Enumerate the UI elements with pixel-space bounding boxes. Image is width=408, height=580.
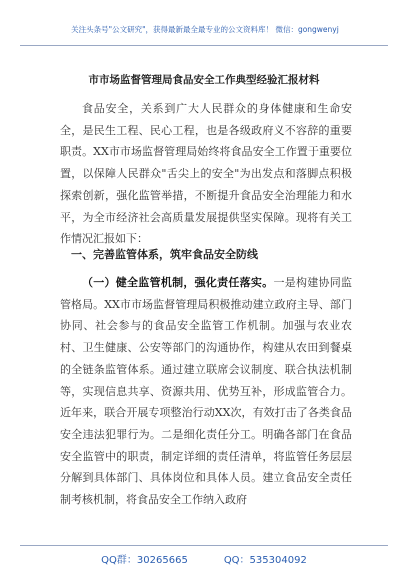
subsection-body: 一是构建协同监管格局。XX市市场监督管理局积极推动建立政府主导、部门协同、社会参与的食品安全监管工作机制。加强与农业农村、卫生健康、公安等部门的沟通协作，构建从农田到餐桌的全链条监管体系。通过建立联席会议制度、联合执法机制等，实现信息共享、资源共用、优势互补，形成监管合力。近年来，联合开展专项整治行动XX次，有效打击了各类食品安全违法犯罪行为。二是细化责任分工。明确各部门在食品安全监管中的职责，制定详细的责任清单，将监管任务层层分解到具体部门、具体岗位和具体人员。建立食品安全责任制考核机制，将食品安全工作纳入政府 [60, 276, 353, 507]
footer-contact [0, 551, 408, 566]
footer-divider [20, 545, 388, 546]
intro-paragraph: 食品安全，关系到广大人民群众的身体健康和生命安全，是民生工程、民心工程，也是各级政府义不容辞的重要职责。XX市市场监督管理局始终将食品安全工作置于重要位置，以保障人民群众"舌尖上的安全"为出发点和落脚点积极探索创新，强化监管举措，不断提升食品安全治理能力和水平，为全市经济社会高质量发展提供坚实保障。现将有关工作情况汇报如下： [60, 102, 352, 246]
header-promo-text: 关注头条号"公文研究"，获得最新最全最专业的公文资料库！ 微信：gongwenyj [71, 25, 339, 34]
header-divider [20, 45, 388, 46]
document-title: 市市场监督管理局食品安全工作典型经验汇报材料 [88, 74, 320, 86]
subsection-paragraph [60, 272, 352, 511]
footer-qq-group: QQ群：30265665 [101, 555, 188, 566]
section-heading: 一、完善监管体系，筑牢食品安全防线 [71, 248, 258, 261]
footer-qq: QQ：535304092 [223, 555, 307, 566]
subsection-lead: （一）健全监管机制，强化责任落实。 [82, 276, 274, 289]
